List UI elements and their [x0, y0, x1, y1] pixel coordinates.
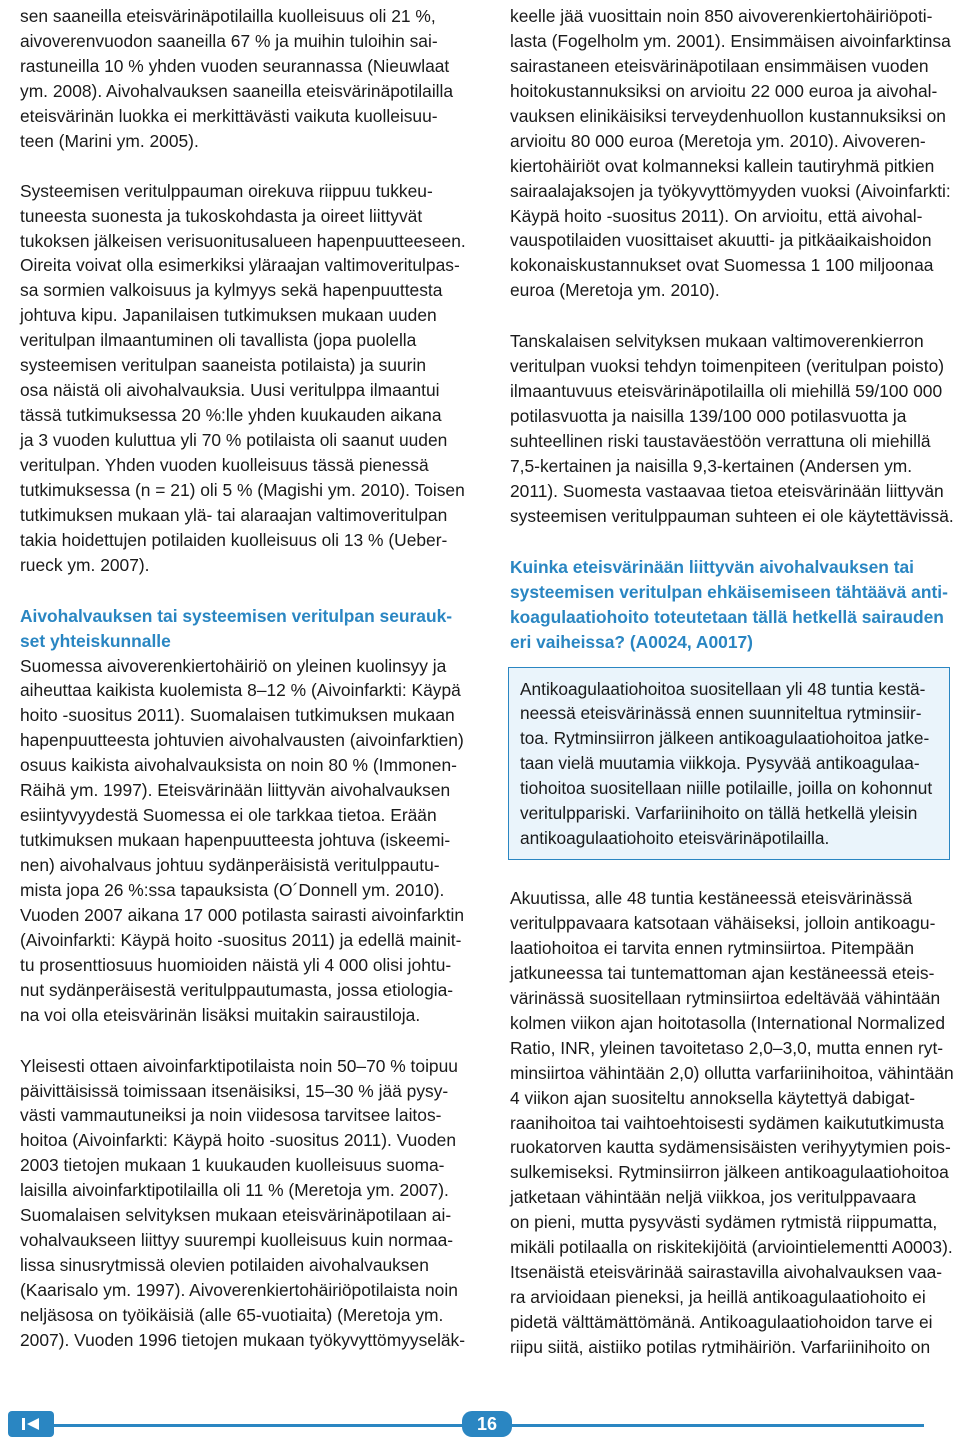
text-line: Antikoagulaatiohoitoa suositellaan yli 48 tuntia kestä- [520, 678, 926, 699]
skip-to-first-icon [17, 1415, 45, 1433]
text-line: Itsenäistä eteisvärinää sairastavilla aivohalvauksen vaa- [510, 1262, 943, 1283]
left-column [20, 4, 472, 1353]
text-line: tässä tutkimuksessa 20 %:lle yhden kuukauden aikana [20, 405, 442, 426]
text-line: tutkimuksen mukaan hapenpuutteesta johtuva (iskeemi- [20, 830, 451, 851]
text-line: veritulppavaara katsotaan vähäiseksi, jolloin antikoagu- [510, 913, 936, 933]
systemic-embolism-paragraph [20, 179, 472, 578]
text-line: Tanskalaisen selvityksen mukaan valtimoverenkierron [510, 331, 924, 352]
text-line: kokonaiskustannukset ovat Suomessa 1 100 miljoonaa [510, 255, 934, 276]
text-line: hapenpuutteesta johtuvien aivohalvausten (aivoinfarktien) [20, 730, 464, 751]
text-line: antikoagulaatiohoito eteisvärinäpotilailla. [520, 828, 830, 849]
text-line: minsiirtoa vähintään 2,0) ollutta varfariinihoitoa, vähintään [510, 1062, 954, 1083]
text-line: västi vammautuneiksi ja noin viidesosa tarvitsee laitos- [20, 1105, 442, 1126]
first-page-button[interactable] [8, 1411, 54, 1437]
text-line: sa sormien valkoisuus ja kylmyys sekä hapenpuuttesta [20, 280, 443, 301]
text-line: euroa (Meretoja ym. 2010). [510, 280, 720, 301]
text-line: johtuva kipu. Japanilaisen tutkimuksen mukaan uuden [20, 305, 437, 326]
text-line: nut sydänperäisestä veritulppautumasta, jossa etiologia- [20, 979, 454, 1000]
text-line: 4 viikon ajan suositeltu annoksella käytettyä dabigat- [510, 1087, 916, 1108]
costs-continued-paragraph [510, 4, 950, 303]
text-line: tu prosenttiosuus huomioiden näistä yli 4 000 olisi johtu- [20, 954, 452, 975]
text-line: osuus kaikista aivohalvauksista on noin 80 % (Immonen- [20, 755, 457, 776]
text-line: laisilla aivoinfarktipotilailla oli 11 % (Meretoja ym. 2007). [20, 1180, 449, 1201]
text-line: neljäsosa on työikäisiä (alle 65-vuotiaita) (Meretoja ym. [20, 1304, 444, 1325]
text-line: päivittäisissä toimissaan itsenäisiksi, 15–30 % jää pysy- [20, 1080, 449, 1101]
heading-line: koagulaatiohoito toteutetaan tällä hetkellä sairauden [510, 606, 944, 627]
text-line: aivoverenvuodon saaneilla 67 % ja muihin tuloihin sai- [20, 30, 438, 51]
text-line: systeemisen veritulpan saaneista potilaista) ja suurin [20, 355, 426, 376]
text-line: hoitokustannuksiksi on arvioitu 22 000 euroa ja aivohal- [510, 80, 938, 101]
text-line: vauksen elinikäisiksi terveydenhuollon kustannuksiksi on [510, 105, 946, 126]
question-heading [510, 555, 950, 655]
text-line: sulkemiseksi. Rytminsiirron jälkeen antikoagulaatiohoitoa [510, 1162, 949, 1183]
text-line: lasta (Fogelholm ym. 2001). Ensimmäisen aivoinfarktinsa [510, 30, 951, 51]
text-line: vohalvaukseen liittyy suurempi kuolleisuus kuin normaa- [20, 1230, 454, 1251]
text-line: rueck ym. 2007). [20, 554, 150, 575]
text-line: 7,5-kertainen ja naisilla 9,3-kertainen (Andersen ym. [510, 455, 913, 476]
text-line: neessä eteisvärinässä ennen suunniteltua rytminsiir- [520, 703, 922, 724]
text-line: tutkimuksessa (n = 21) oli 5 % (Magishi ym. 2010). Toisen [20, 479, 465, 500]
text-line: 2011). Suomesta vastaavaa tietoa eteisvärinään liittyvän [510, 480, 944, 501]
text-line: ja 3 vuoden kuluttua yli 70 % potilaista oli saanut uuden [20, 430, 448, 450]
text-line: arvioitu 80 000 euroa (Meretoja ym. 2010). Aivoveren- [510, 130, 926, 151]
text-line: kolmen viikon ajan hoitotasolla (International Normalized [510, 1012, 945, 1033]
text-line: ruokatorven kautta sydämensisäisten verihyytymien pois- [510, 1137, 951, 1158]
text-line: Oireita voivat olla esimerkiksi yläraajan valtimoveritulpas- [20, 255, 460, 276]
text-line: hoito -suositus 2011). Suomalaisen tutkimuksen mukaan [20, 705, 455, 726]
text-line: Räihä ym. 1997). Eteisvärinään liittyvän aivohalvauksen [20, 780, 451, 801]
text-line: Suomessa aivoverenkiertohäiriö on yleinen kuolinsyy ja [20, 655, 447, 676]
text-line: Yleisesti ottaen aivoinfarktipotilaista noin 50–70 % toipuu [20, 1055, 458, 1076]
danish-study-paragraph [510, 329, 954, 529]
heading-line: Aivohalvauksen tai systeemisen veritulpan seurauk- [20, 605, 453, 626]
text-line: potilasvuotta ja naisilla 139/100 000 potilasvuotta ja [510, 406, 907, 427]
text-line: eteisvärinän luokka ei merkittävästi vaikuta kuolleisuu- [20, 105, 438, 126]
text-line: jatkuneessa tai tuntemattoman ajan kestäneessä eteis- [510, 962, 935, 983]
text-line: ra arvioidaan pieneksi, ja heillä antikoagulaatiohoito ei [510, 1287, 926, 1308]
text-line: tutkimuksen mukaan ylä- tai alaraajan valtimoveritulpan [20, 504, 448, 525]
text-line: lissa sinusrytmissä olevien potilaiden aivohalvauksen [20, 1255, 429, 1276]
text-line: Suomalaisen selvityksen mukaan eteisvärinäpotilaan ai- [20, 1205, 452, 1226]
text-line: Systeemisen veritulppauman oirekuva riippuu tukkeu- [20, 180, 433, 201]
text-line: rastuneilla 10 % yhden vuoden seurannassa (Nieuwlaat [20, 55, 450, 76]
text-line: systeemisen veritulppauman suhteen ei ole käytettävissä. [510, 505, 954, 526]
text-line: mista jopa 26 %:ssa tapauksista (O´Donnell ym. 2010). [20, 879, 445, 900]
text-line: aiheuttaa kaikista kuolemista 8–12 % (Aivoinfarkti: Käypä [20, 680, 461, 701]
text-line: suhteellinen riski taustaväestöön verrattuna oli miehillä [510, 431, 931, 451]
heading-line: eri vaiheissa? (A0024, A0017) [510, 631, 753, 652]
text-line: on pieni, mutta pysyvästi sydämen rytmistä riippumatta, [510, 1212, 938, 1233]
text-line: veritulpan vuoksi tehdyn toimenpiteen (veritulpan poisto) [510, 356, 945, 377]
text-line: takia hoidettujen potilaiden kuolleisuus oli 13 % (Ueber- [20, 529, 448, 550]
intro-paragraph [20, 4, 472, 154]
text-line: ym. 2008). Aivohalvauksen saaneilla eteisvärinäpotilailla [20, 80, 454, 101]
text-line: vauspotilaiden vuosittaiset akuutti- ja pitkäaikaishoidon [510, 230, 932, 251]
page-number-badge: 16 [462, 1411, 512, 1437]
right-column [510, 4, 954, 1360]
heading-line: set yhteiskunnalle [20, 630, 171, 651]
text-line: nen) aivohalvaus johtuu sydänperäisistä veritulppautu- [20, 855, 440, 875]
text-line: tiohoitoa suositellaan niille potilaille, joilla on kohonnut [520, 778, 933, 799]
footer-bar [0, 1407, 960, 1435]
text-line: veritulpan ilmaantuminen oli tavallista (jopa puolella [20, 330, 417, 351]
text-line: mikäli potilaalla on riskitekijöitä (arviointielementti A0003). [510, 1237, 953, 1258]
text-line: veritulppariski. Varfariinihoito on tällä hetkellä yleisin [520, 803, 918, 824]
text-line: na voi olla eteisvärinän lisäksi muitakin sairaustiloja. [20, 1004, 421, 1025]
text-line: esiintyvyydestä Suomessa ei ole tarkkaa tietoa. Erään [20, 805, 437, 826]
text-line: Käypä hoito -suositus 2011). On arvioitu, että aivohal- [510, 205, 923, 226]
text-line: tukoksen jälkeisen verisuonitusalueen hapenpuutteeseen. [20, 230, 466, 251]
text-line: Akuutissa, alle 48 tuntia kestäneessä eteisvärinässä [510, 888, 913, 909]
section-heading-consequences [20, 604, 472, 654]
text-line: Vuoden 2007 aikana 17 000 potilasta sairasti aivoinfarktin [20, 904, 465, 925]
text-line: (Kaarisalo ym. 1997). Aivoverenkiertohäiriöpotilaista noin [20, 1280, 458, 1300]
acute-paragraph [510, 886, 954, 1360]
text-line: 2003 tietojen mukaan 1 kuukauden kuolleisuus suoma- [20, 1155, 445, 1176]
text-line: sen saaneilla eteisvärinäpotilailla kuolleisuus oli 21 %, [20, 6, 436, 26]
text-line: keelle jää vuosittain noin 850 aivoverenkiertohäiriöpoti- [510, 6, 933, 26]
text-line: ilmaantuvuus eteisvärinäpotilailla oli miehillä 59/100 000 [510, 381, 943, 402]
costs-paragraph [20, 1054, 472, 1353]
text-line: osa näistä oli aivohalvauksia. Uusi veritulppa ilmaantui [20, 380, 440, 401]
text-line: teen (Marini ym. 2005). [20, 130, 199, 151]
text-line: hoitoa (Aivoinfarkti: Käypä hoito -suositus 2011). Vuoden [20, 1130, 456, 1151]
text-line: tuneesta suonesta ja tukoskohdasta ja oireet liittyvät [20, 205, 423, 226]
recommendation-box [508, 667, 950, 861]
text-line: kiertohäiriöt ovat kolmanneksi kallein tautiryhmä pitkien [510, 155, 935, 176]
text-line: taan vielä muutamia viikkoja. Pysyvää antikoagulaa- [520, 753, 920, 774]
text-line: värinässä suositellaan rytminsiirtoa edeltävää vähintään [510, 987, 941, 1008]
text-line: pidetä välttämättömänä. Antikoagulaatiohoidon tarve ei [510, 1312, 933, 1332]
text-line: Ratio, INR, yleinen tavoitetaso 2,0–3,0, mutta ennen ryt- [510, 1037, 944, 1058]
text-line: toa. Rytminsiirron jälkeen antikoagulaatiohoitoa jatke- [520, 728, 930, 749]
text-line: 2007). Vuoden 1996 tietojen mukaan työkyvyttömyyseläk- [20, 1329, 465, 1350]
heading-line: systeemisen veritulpan ehkäisemiseen tähtäävä anti- [510, 581, 948, 602]
text-line: (Aivoinfarkti: Käypä hoito -suositus 2011) ja edellä mainit- [20, 929, 462, 950]
text-line: sairaalajaksojen ja työkyvyttömyyden vuoksi (Aivoinfarkti: [510, 180, 951, 201]
text-line: sairastaneen eteisvärinäpotilaan ensimmäisen vuoden [510, 55, 929, 76]
text-line: jatketaan vähintään neljä viikkoa, jos veritulppavaara [510, 1187, 917, 1208]
society-paragraph [20, 654, 472, 1028]
heading-line: Kuinka eteisvärinään liittyvän aivohalvauksen tai [510, 556, 915, 577]
text-line: riipu siitä, aistiiko potilas rytmihäiriön. Varfariinihoito on [510, 1336, 931, 1357]
text-line: veritulpan. Yhden vuoden kuolleisuus tässä pienessä [20, 454, 429, 475]
text-line: laatiohoitoa ei tarvita ennen rytminsiirtoa. Pitempään [510, 937, 915, 958]
text-line: raanihoitoa tai vaihtoehtoisesti sydämen kaikututkimusta [510, 1112, 945, 1133]
